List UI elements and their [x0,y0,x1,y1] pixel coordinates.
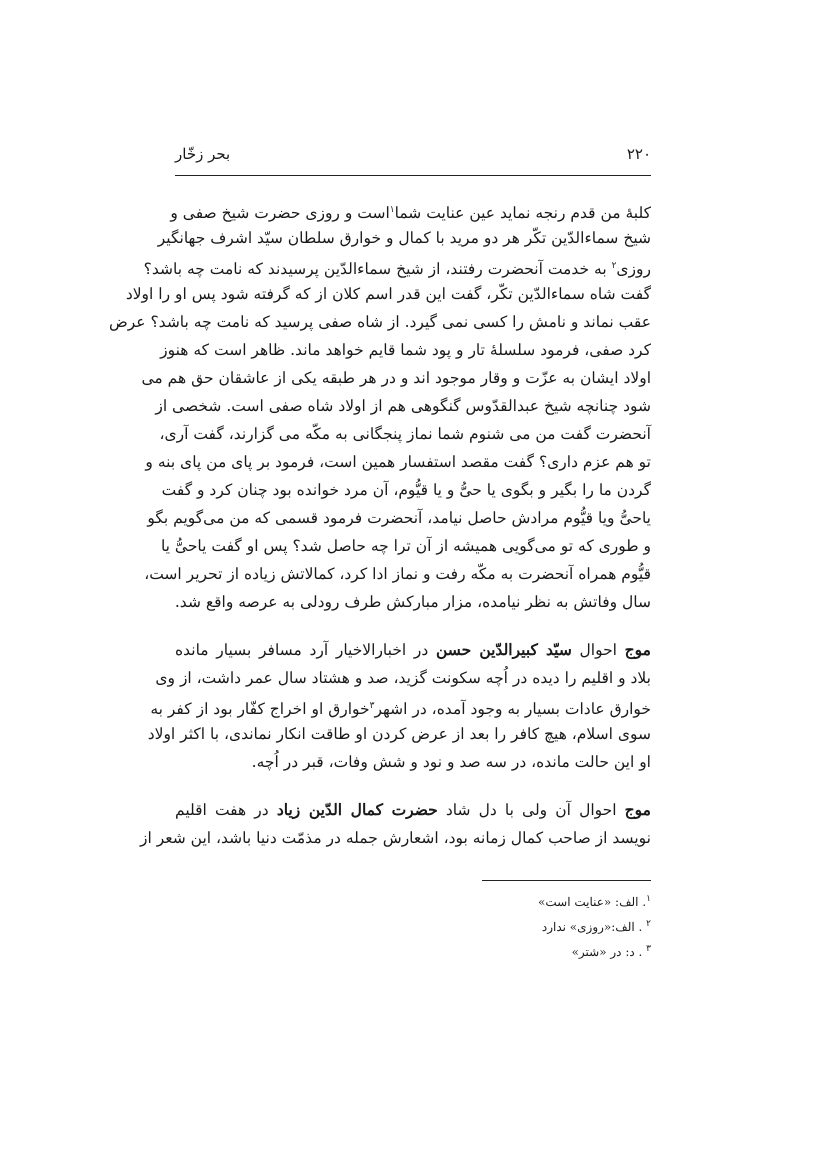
text-line: قیُّوم همراه آنحضرت به مکّه رفت و نماز ادا کرد، کمالاتش زیاده از تحریر است، [144,565,651,583]
text-line: او این حالت مانده، در سه صد و نود و شش وفات، قبر در اُچه. [251,753,651,771]
text-line: آنحضرت گفت من می شنوم شما نماز پنجگانی به مکّه می گزارند، گفت آری، [159,425,651,443]
text-line: عقب نماند و نامش را کسی نمی گیرد. از شاه صفی پرسید که نامت چه باشد؟ عرض [108,313,651,331]
text-line: بلاد و اقلیم را دیده در اُچه سکونت گزید، صد و هشتاد سال عمر داشت، از وی [155,669,651,687]
page-number: ۲۲۰ [626,145,651,163]
footnote-rule [482,880,651,881]
text-line: روزی$^۲$ به خدمت آنحضرت رفتند، از شیخ سماءالدّین پرسیدند که نامت چه باشد؟ [143,260,651,279]
text-line: کلبۀ من قدم رنجه نماید عین عنایت شما$^۱$است و روزی حضرت شیخ صفی و [170,204,651,223]
text-line: موج احوال آن ولی با دل شاد حضرت کمال الدّین زیاد در هفت اقلیم [175,800,651,819]
page-header [175,145,651,171]
text-line: کرد صفی، فرمود سلسلۀ تار و پود شما قایم خواهد ماند. ظاهر است که هنوز [160,341,651,359]
text-line: موج احوال سیّد کبیرالدّین حسن در اخبارالاخیار آرد مسافر بسیار مانده [175,640,651,659]
text-line: اولاد ایشان به عزّت و وقار موجود اند و در هر طبقه یکی از عاشقان حق هم می [141,369,651,387]
text-line: شود چنانچه شیخ عبدالقدّوس گنگوهی هم از اولاد شاه صفی است. شخصی از [155,397,651,415]
footnotes [175,888,651,963]
paragraph [108,196,651,616]
header-rule [175,175,651,176]
footnote: $^۱$. الف: «عنایت است» [538,894,651,909]
text-line: گفت شاه سماءالدّین تکّر، گفت این قدر اسم کلان از که گرفته شود پس او را اولاد [125,285,651,303]
text-line: سوی اسلام، هیچ کافر را بعد از عرض کردن او طاقت انکار نماندی، با اکثر اولاد [147,725,651,743]
text-line: و طوری که تو می‌گویی همیشه از آن ترا چه حاصل شد؟ پس او گفت یاحیُّ یا [160,537,651,555]
paragraph [140,796,651,852]
footnote: $^۳$ . د: در «شتر» [571,944,651,959]
text-line: گردن ما را بگیر و بگوی یا حیُّ و یا قیُّوم، آن مرد خوانده بود چنان کرد و گفت [161,481,651,499]
text-line: خوارق عادات بسیار به وجود آمده، در اشهر$^۳$خوارق او اخراج کفّار بود از کفر به [150,700,651,719]
text-line: شیخ سماءالدّین تکّر هر دو مرید با کمال و خوارق سلطان سیّد اشرف جهانگیر [157,229,651,247]
paragraph [147,636,651,776]
text-line: سال وفاتش به نظر نیامده، مزار مبارکش طرف رودلی به عرصه واقع شد. [174,593,651,611]
footnote: $^۲$ . الف:«روزی» ندارد [541,919,651,934]
text-line: یاحیُّ ویا قیُّوم مرادش حاصل نیامد، آنحضرت فرمود قسمی که من می‌گویم بگو [147,509,651,527]
text-line: تو هم عزم داری؟ گفت مقصد استفسار همین است، فرمود بر پای من پای بنه و [145,453,651,471]
body-text [108,196,651,872]
running-title: بحر زخّار [175,145,231,163]
text-line: نویسد از صاحب کمال زمانه بود، اشعارش جمله در مذمّت دنیا باشد، این شعر از [140,829,651,847]
